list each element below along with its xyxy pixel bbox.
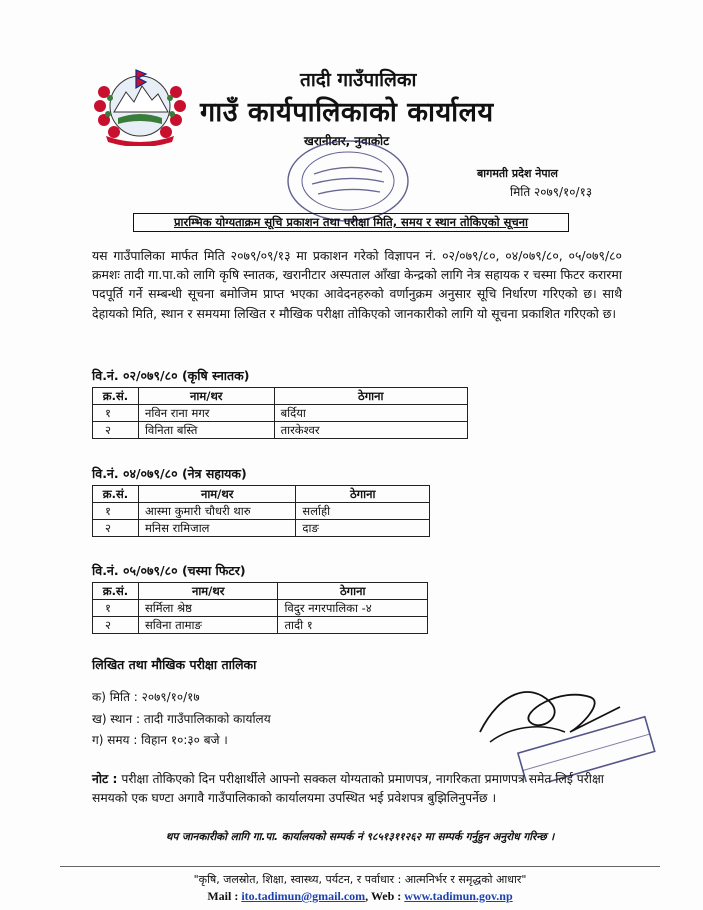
table-header-row bbox=[93, 583, 428, 600]
cell-address: विदुर नगरपालिका -४ bbox=[278, 600, 428, 617]
section-heading: वि.नं. ०५/०७९/८० (चस्मा फिटर) bbox=[92, 563, 246, 578]
cell-sn: २ bbox=[93, 617, 139, 634]
cell-name: आस्मा कुमारी चौधरी थारु bbox=[138, 503, 295, 520]
column-header-name: नाम/थर bbox=[138, 486, 295, 503]
column-header-sn: क्र.सं. bbox=[93, 583, 139, 600]
intro-paragraph: यस गाउँपालिका मार्फत मिति २०७९/०९/१३ मा प्रकाशन गरेको विज्ञापन नं. ०२/०७९/८०, ०४/०७९/८०, ०५/०७९/८० क्रमशः तादी गा.पा.को लागि कृषि स्नातक, खरानीटार अस्पताल आँखा केन्द्रको लागि नेत्र सहायक र चस्मा फिटर करारमा पदपूर्ति गर्ने सम्बन्धी सूचना बमोजिम प्राप्त भएका आवेदनहरुको वर्णानुक्रम अनुसार सूचि निर्धारण गरिएको छ। साथै देहायको मिति, स्थान र समयमा लिखित र मौखिक परीक्षा तोकिएको जानकारीको लागि यो सूचना प्रकाशित गरिएको छ। bbox=[92, 248, 622, 321]
cell-sn: १ bbox=[93, 503, 139, 520]
cell-address: दाङ bbox=[296, 520, 430, 537]
office-stamp bbox=[284, 138, 412, 224]
cell-sn: १ bbox=[93, 405, 139, 422]
section-heading: वि.नं. ०४/०७९/८० (नेत्र सहायक) bbox=[92, 466, 247, 481]
exam-date: क) मिति : २०७९/१०/१७ bbox=[92, 690, 200, 704]
cell-name: विनिता बस्ति bbox=[138, 422, 274, 439]
officer-signature bbox=[470, 672, 660, 782]
nepal-emblem-logo bbox=[92, 62, 188, 146]
cell-name: नविन राना मगर bbox=[138, 405, 274, 422]
notice-date: मिति २०७९/१०/१३ bbox=[510, 185, 593, 199]
column-header-address: ठेगाना bbox=[296, 486, 430, 503]
footer-contact bbox=[60, 889, 660, 904]
table-header-row bbox=[93, 388, 468, 405]
column-header-sn: क्र.सं. bbox=[93, 486, 139, 503]
exam-schedule-heading: लिखित तथा मौखिक परीक्षा तालिका bbox=[92, 657, 257, 672]
candidate-table bbox=[92, 582, 428, 634]
table-row bbox=[93, 520, 430, 537]
cell-sn: २ bbox=[93, 422, 139, 439]
table-row bbox=[93, 405, 468, 422]
exam-time: ग) समय : विहान १०:३० बजे । bbox=[92, 733, 228, 747]
table-row bbox=[93, 600, 428, 617]
candidate-table bbox=[92, 485, 430, 537]
column-header-name: नाम/थर bbox=[138, 388, 274, 405]
note-label: नोट : bbox=[92, 772, 118, 786]
cell-sn: २ bbox=[93, 520, 139, 537]
candidate-table bbox=[92, 387, 468, 439]
exam-venue: ख) स्थान : तादी गाउँपालिकाको कार्यालय bbox=[92, 712, 271, 726]
table-row bbox=[93, 617, 428, 634]
column-header-sn: क्र.सं. bbox=[93, 388, 139, 405]
mail-label: Mail : bbox=[207, 889, 242, 903]
table-header-row bbox=[93, 486, 430, 503]
office-title: गाउँ कार्यपालिकाको कार्यालय bbox=[200, 97, 494, 128]
notice-title: प्रारम्भिक योग्यताक्रम सूचि प्रकाशन तथा परीक्षा मिति, समय र स्थान तोकिएको सूचना bbox=[133, 213, 569, 232]
contact-line: थप जानकारीको लागि गा.पा. कार्यालयको सम्पर्क नं ९८५१३११२६२ मा सम्पर्क गर्नुहुन अनुरोध गरिन्छ । bbox=[165, 831, 555, 843]
office-name: तादी गाउँपालिका bbox=[300, 69, 417, 91]
column-header-address: ठेगाना bbox=[274, 388, 467, 405]
column-header-address: ठेगाना bbox=[278, 583, 428, 600]
province-label: बागमती प्रदेश नेपाल bbox=[477, 167, 558, 180]
cell-name: मनिस रामिजाल bbox=[138, 520, 295, 537]
footer-slogan: "कृषि, जलस्रोत, शिक्षा, स्वास्थ्य, पर्यटन, र पर्वाधार : आत्मनिर्भर र समृद्धको आधार" bbox=[193, 873, 527, 886]
table-row bbox=[93, 503, 430, 520]
note-paragraph bbox=[92, 770, 632, 808]
note-text: परीक्षा तोकिएको दिन परीक्षार्थीले आफ्नो सक्कल योग्यताको प्रमाणपत्र, नागरिकता प्रमाणपत्र समेत लिई परीक्षा समयको एक घण्टा अगावै गाउँपालिकाको कार्यालयमा उपस्थित भई प्रवेशपत्र बुझिलिनुपर्नेछ । bbox=[92, 772, 604, 805]
column-header-name: नाम/थर bbox=[138, 583, 277, 600]
web-link[interactable]: www.tadimun.gov.np bbox=[404, 889, 513, 903]
cell-address: सर्लाही bbox=[296, 503, 430, 520]
office-address: खरानीटार, नुवाकोट bbox=[304, 134, 390, 148]
cell-sn: १ bbox=[93, 600, 139, 617]
cell-address: तादी १ bbox=[278, 617, 428, 634]
web-label: , Web : bbox=[365, 889, 405, 903]
table-row bbox=[93, 422, 468, 439]
cell-address: बर्दिया bbox=[274, 405, 467, 422]
cell-address: तारकेश्वर bbox=[274, 422, 467, 439]
cell-name: सर्मिला श्रेष्ठ bbox=[138, 600, 277, 617]
cell-name: सविना तामाङ bbox=[138, 617, 277, 634]
mail-link[interactable]: ito.tadimun@gmail.com bbox=[241, 889, 366, 903]
section-heading: वि.नं. ०२/०७९/८० (कृषि स्नातक) bbox=[92, 368, 250, 383]
footer-divider bbox=[60, 866, 660, 867]
